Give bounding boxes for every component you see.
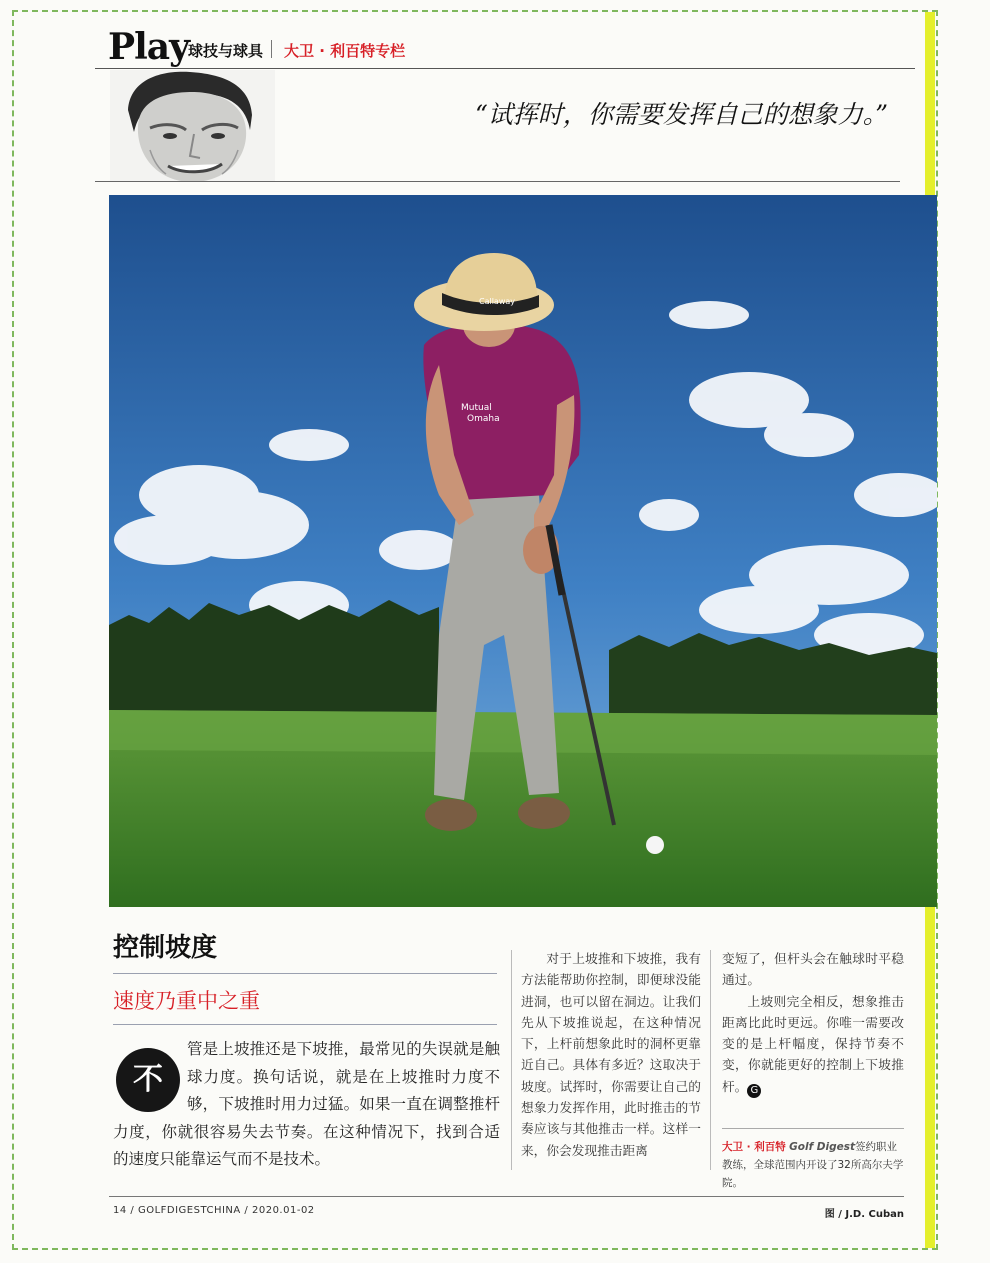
footer-rule [109,1196,904,1197]
page-folio: 14 / GOLFDIGESTCHINA / 2020.01-02 [113,1205,315,1216]
body-column-3 [722,948,904,1098]
column-rule-2 [710,950,711,1170]
hat-logo: Callaway [479,297,516,306]
bio-rule [722,1128,904,1129]
column3-continuation: 变短了，但杆头会在触球时平稳通过。 [722,951,904,988]
section-name: 球技与球具 [188,42,264,60]
header-divider [271,40,272,58]
shirt-logo-2: Omaha [467,414,500,424]
photo-credit: 图 / J.D. Cuban [824,1209,904,1220]
body-column-2 [521,948,701,1170]
article-subtitle: 速度乃重中之重 [113,989,260,1013]
bio-text: 签约职业教练，全球范围内开设了32所高尔夫学院。 [722,1141,904,1189]
top-rule [95,68,915,69]
shirt-logo-1: Mutual [461,403,492,413]
title-rule [113,973,497,974]
bio-name: 大卫 · 利百特 [722,1141,786,1153]
lead-paragraph [113,1036,500,1174]
brand-play: Play [108,26,189,68]
dropcap: 不 [116,1048,180,1112]
author-bio [722,1138,904,1192]
column-name: 大卫 · 利百特专栏 [284,42,406,60]
end-mark-icon: G [747,1084,761,1098]
column-rule-1 [511,950,512,1170]
column2-text: 对于上坡推和下坡推，我有方法能帮助你控制，即便球没能进洞，也可以留在洞边。让我们先从下坡推说起，在这种情况下，上杆前想象此时的洞杯更靠近自己。具体有多近？这取决于坡度。试挥时，你需要让自己的想象力发挥作用，此时推击的节奏应该与其他推击一样。这样一来，你会发现推击距离 [521,951,701,1158]
subtitle-rule [113,1024,497,1025]
column3-text: 上坡则完全相反，想象推击距离比此时更远。你唯一需要改变的是上杆幅度，保持节奏不变，你就能更好的控制上下坡推杆。 [722,993,904,1094]
lead-text: 管是上坡推还是下坡推，最常见的失误就是触球力度。换句话说，就是在上坡推时力度不够，下坡推时用力过猛。如果一直在调整推杆力度，你就很容易失去节奏。在这种情况下，找到合适的速度只能靠运气而不是技术。 [113,1040,500,1168]
hero-photo [109,195,937,907]
article-title: 控制坡度 [113,933,218,963]
quote-rule [95,181,900,182]
pull-quote: “试挥时，你需要发挥自己的想象力。” [475,100,889,129]
bio-magazine: Golf Digest [789,1141,856,1153]
column3-paragraph [722,991,904,1098]
author-portrait [110,70,275,182]
